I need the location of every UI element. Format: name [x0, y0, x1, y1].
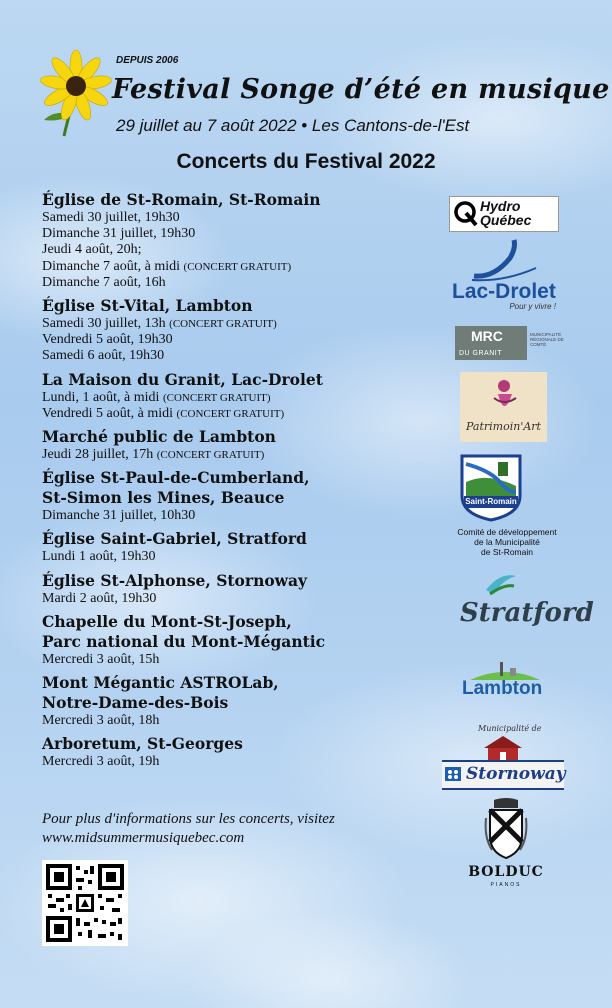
- lambton-name: Lambton: [462, 678, 543, 699]
- stornoway-logo: [442, 724, 564, 790]
- venue-item: [42, 296, 422, 365]
- since-label: DEPUIS 2006: [116, 55, 179, 66]
- more-info-text: Pour plus d'informations sur les concerts, visitez: [42, 811, 335, 827]
- qr-code-icon[interactable]: [42, 860, 128, 946]
- venue-name-line2: St-Simon les Mines, Beauce: [42, 488, 285, 508]
- hydro-quebec-line1: Hydro: [480, 198, 521, 214]
- patrimoin-art-logo: [460, 372, 547, 442]
- venue-name: Église Saint-Gabriel, Stratford: [42, 529, 307, 549]
- bolduc-pianos-logo: [466, 798, 546, 893]
- free-concert-note: (CONCERT GRATUIT): [176, 407, 285, 420]
- bolduc-sub: PIANOS: [490, 882, 522, 888]
- concert-time: Vendredi 5 août, à midi (CONCERT GRATUIT): [42, 405, 285, 421]
- concert-time: Dimanche 7 août, à midi (CONCERT GRATUIT): [42, 258, 292, 274]
- lac-drolet-logo: [450, 238, 560, 311]
- venue-name: Église St-Paul-de-Cumberland,: [42, 468, 310, 488]
- venue-item: [42, 190, 422, 291]
- saint-romain-crest-icon: [458, 452, 524, 522]
- concert-time: Samedi 6 août, 19h30: [42, 348, 165, 364]
- mrc-granit-logo: [455, 326, 564, 360]
- mrc-sub: DU GRANIT: [459, 350, 502, 357]
- festival-dates: 29 juillet au 7 août 2022 • Les Cantons-de-l'Est: [116, 116, 470, 135]
- mrc-side-text: MUNICIPALITÉ RÉGIONALE DE COMTÉ: [530, 332, 564, 347]
- hydro-quebec-line2: Québec: [480, 212, 532, 228]
- concert-time: Mercredi 3 août, 19h: [42, 754, 160, 770]
- concert-time: Jeudi 28 juillet, 17h (CONCERT GRATUIT): [42, 447, 265, 463]
- lac-drolet-slogan: Pour y vivre !: [509, 302, 556, 311]
- venue-name: Marché public de Lambton: [42, 427, 276, 447]
- free-concert-note: (CONCERT GRATUIT): [162, 391, 271, 404]
- free-concert-note: (CONCERT GRATUIT): [169, 318, 277, 331]
- free-concert-note: (CONCERT GRATUIT): [156, 449, 265, 462]
- patrimoin-art-name: Patrimoin'Art: [466, 420, 541, 433]
- concert-time: Dimanche 31 juillet, 19h30: [42, 226, 196, 242]
- concert-time: Mardi 2 août, 19h30: [42, 590, 157, 606]
- stratford-swoosh-icon: [480, 570, 520, 600]
- more-info: [42, 810, 335, 848]
- venue-item: [42, 673, 422, 729]
- venue-item: [42, 529, 422, 565]
- venue-name: Mont Mégantic ASTROLab,: [42, 673, 279, 693]
- hydro-quebec-q-icon: [454, 201, 478, 227]
- concert-time: Dimanche 7 août, 16h: [42, 274, 166, 290]
- stratford-name: Stratford: [460, 598, 594, 628]
- concert-time: Mercredi 3 août, 15h: [42, 651, 160, 667]
- stratford-logo: [458, 570, 594, 640]
- venue-name-line2: Parc national du Mont-Mégantic: [42, 631, 326, 651]
- venue-name: Église St-Vital, Lambton: [42, 296, 253, 316]
- venue-name: Église de St-Romain, St-Romain: [42, 190, 321, 209]
- venue-item: [42, 612, 422, 668]
- venue-item: [42, 571, 422, 607]
- stornoway-name: Stornoway: [466, 764, 566, 784]
- concert-time: Vendredi 5 août, 19h30: [42, 332, 173, 348]
- venue-list: [42, 190, 422, 775]
- bolduc-name: BOLDUC: [468, 864, 544, 880]
- bolduc-crest-icon: [484, 798, 528, 862]
- saint-romain-badge: Saint-Romain: [465, 497, 517, 506]
- stornoway-church-icon: [480, 734, 526, 762]
- saint-romain-logo: [458, 452, 524, 522]
- concert-time: Dimanche 31 juillet, 10h30: [42, 508, 196, 524]
- website-link[interactable]: www.midsummermusiquebec.com: [42, 830, 245, 846]
- lac-drolet-name: Lac-Drolet: [452, 280, 556, 303]
- venue-item: [42, 427, 422, 463]
- hydro-quebec-logo: [449, 196, 559, 232]
- venue-name: Arboretum, St-Georges: [42, 734, 243, 754]
- concert-time: Lundi 1 août, 19h30: [42, 549, 156, 565]
- sunflower-logo-icon: [34, 48, 124, 138]
- venue-item: [42, 734, 422, 770]
- concert-time: Jeudi 4 août, 20h;: [42, 242, 142, 258]
- mrc-name: MRC: [471, 328, 503, 344]
- concert-time: Samedi 30 juillet, 19h30: [42, 210, 180, 225]
- stornoway-municipality-label: Municipalité de: [478, 724, 542, 733]
- venue-name-line2: Notre-Dame-des-Bois: [42, 693, 229, 713]
- venue-name: Église St-Alphonse, Stornoway: [42, 570, 308, 590]
- festival-title: Festival Songe d’été en musique: [112, 74, 610, 105]
- quebec-fleur-icon: [445, 767, 461, 781]
- venue-name: Chapelle du Mont-St-Joseph,: [42, 611, 292, 631]
- free-concert-note: (CONCERT GRATUIT): [183, 260, 292, 273]
- page-title: Concerts du Festival 2022: [176, 150, 436, 173]
- concert-time: Mercredi 3 août, 18h: [42, 713, 160, 729]
- lac-drolet-wave-icon: [464, 238, 544, 282]
- concert-time: Lundi, 1 août, à midi (CONCERT GRATUIT): [42, 389, 271, 405]
- venue-item: [42, 370, 422, 422]
- venue-item: [42, 468, 422, 524]
- patrimoin-art-figure-icon: [490, 378, 520, 418]
- concert-time: Samedi 30 juillet, 13h (CONCERT GRATUIT): [42, 316, 277, 332]
- saint-romain-caption: Comité de développement de la Municipalité de St-Romain: [457, 527, 557, 557]
- lambton-logo: [460, 660, 550, 708]
- venue-name: La Maison du Granit, Lac-Drolet: [42, 369, 323, 389]
